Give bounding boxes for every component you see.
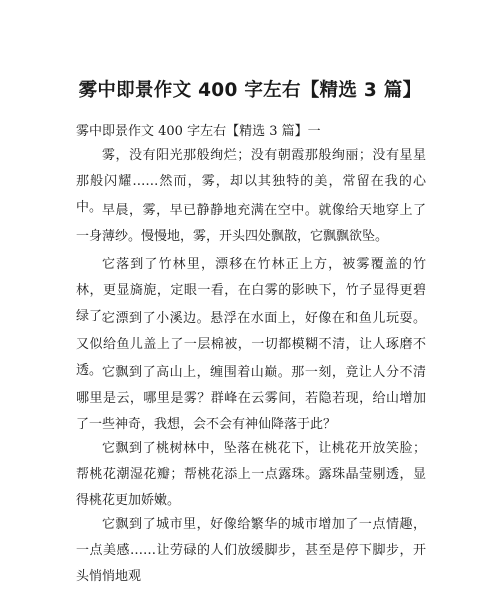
paragraph-3: 它落到了竹林里，漂移在竹林正上方，被雾覆盖的竹林，更显旖旎，定眼一看，在白雾的影映下，竹子显得更碧绿了。 <box>76 257 426 324</box>
paragraph-7: 它飘到了城市里，好像给繁华的城市增加了一点情趣，一点美感……让劳碌的人们放缓脚步，甚至是停下脚步，开头悄悄地观 <box>76 517 426 584</box>
essay-heading: 雾中即景作文 400 字左右【精选 3 篇】一 <box>76 124 321 139</box>
paragraph-1: 雾，没有阳光那般绚烂；没有朝霞那般绚丽；没有星星那般闪耀……然而，雾，却以其独特的美，常留在我的心中。 <box>76 148 426 215</box>
paragraph-5: 它飘到了高山上，缠围着山巅。那一刻，竟让人分不清哪里是云，哪里是雾？群峰在云雾间，若隐若现，给山增加了一些神奇，我想，会不会有神仙降落于此？ <box>76 365 426 432</box>
paragraph-2: 早晨，雾，早已静静地充满在空中。就像给天地穿上了一身薄纱。慢慢地，雾，开头四处飘散，它飘飘欲坠。 <box>76 203 426 244</box>
document-title: 雾中即景作文 400 字左右【精选 3 篇】 <box>78 80 422 101</box>
paragraph-6: 它飘到了桃树林中，坠落在桃花下，让桃花开放笑脸；帮桃花潮湿花瓣；帮桃花添上一点露珠。露珠晶莹剔透，显得桃花更加娇嫩。 <box>76 441 426 508</box>
paragraph-4: 它漂到了小溪边。悬浮在水面上，好像在和鱼儿玩耍。又似给鱼儿盖上了一层棉被，一切都模糊不清，让人琢磨不透。 <box>76 311 426 378</box>
